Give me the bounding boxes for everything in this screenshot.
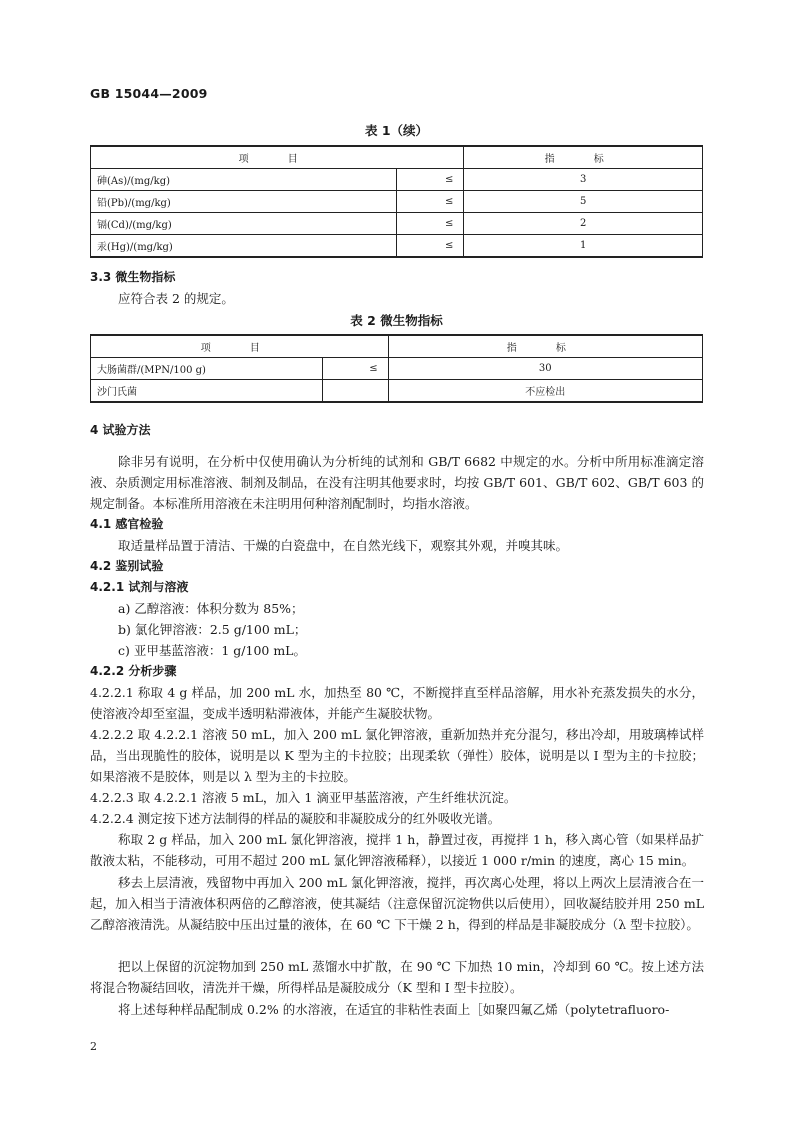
reagent-item: b) 氯化钾溶液：2.5 g/100 mL； xyxy=(118,622,307,637)
section-4-2-1-heading: 4.2.1 试剂与溶液 xyxy=(90,580,189,594)
row-item: 沙门氏菌 xyxy=(91,380,323,403)
section-4-1-heading: 4.1 感官检验 xyxy=(90,517,164,531)
section-3-3-heading: 3.3 微生物指标 xyxy=(90,270,176,284)
table-row xyxy=(91,213,703,235)
row-op: ≤ xyxy=(396,191,464,213)
row-item: 砷(As)/(mg/kg) xyxy=(91,169,397,191)
row-value: 3 xyxy=(464,169,703,191)
paragraph: 移去上层清液，残留物中再加入 200 mL 氯化钾溶液，搅拌，再次离心处理，将以上两次上层清液合在一起，加入相当于清液体积两倍的乙醇溶液，使其凝结（注意保留沉淀物供以后使用），回收凝结胶并用 250 mL 乙醇溶液清洗。从凝结胶中压出过量的液体，在 60 ℃ 下干燥 2 h，得到的样品是非凝胶成分（λ 型卡拉胶）。 xyxy=(90,875,704,932)
col-index-header: 指 标 xyxy=(388,335,702,358)
paragraph: 将上述每种样品配制成 0.2% 的水溶液，在适宜的非粘性表面上［如聚四氟乙烯（polytetrafluoro- xyxy=(118,1002,670,1017)
row-op: ≤ xyxy=(396,213,464,235)
clause-4-2-2-1: 4.2.2.1 称取 4 g 样品，加 200 mL 水，加热至 80 ℃，不断搅拌直至样品溶解，用水补充蒸发损失的水分，使溶液冷却至室温，变成半透明粘滞液体，并能产生凝胶状物。 xyxy=(90,685,704,721)
section-3-3-body: 应符合表 2 的规定。 xyxy=(118,291,234,306)
col-item-header: 项 目 xyxy=(91,146,464,169)
row-item: 镉(Cd)/(mg/kg) xyxy=(91,213,397,235)
clause-4-2-2-3: 4.2.2.3 取 4.2.2.1 溶液 5 mL，加入 1 滴亚甲基蓝溶液，产生纤维状沉淀。 xyxy=(90,790,517,805)
table2-caption: 表 2 微生物指标 xyxy=(350,313,443,328)
table2 xyxy=(90,334,703,403)
col-item-header: 项 目 xyxy=(91,335,389,358)
row-op: ≤ xyxy=(396,235,464,258)
row-value: 不应检出 xyxy=(388,380,702,403)
table-header-row xyxy=(91,146,703,169)
table-header-row xyxy=(91,335,703,358)
table-row xyxy=(91,358,703,380)
clause-4-2-2-4: 4.2.2.4 测定按下述方法制得的样品的凝胶和非凝胶成分的红外吸收光谱。 xyxy=(90,811,501,826)
row-item: 大肠菌群/(MPN/100 g) xyxy=(91,358,323,380)
row-op: ≤ xyxy=(396,169,464,191)
row-item: 铅(Pb)/(mg/kg) xyxy=(91,191,397,213)
row-value: 30 xyxy=(388,358,702,380)
row-value: 2 xyxy=(464,213,703,235)
paragraph: 称取 2 g 样品，加入 200 mL 氯化钾溶液，搅拌 1 h，静置过夜，再搅拌 1 h，移入离心管（如果样品扩散液太粘，不能移动，可用不超过 200 mL 氯化钾溶液稀释），以接近 1 000 r/min 的速度，离心 15 min。 xyxy=(90,832,704,868)
reagent-item: c) 亚甲基蓝溶液：1 g/100 mL。 xyxy=(118,643,306,658)
table1-caption: 表 1（续） xyxy=(364,123,429,138)
row-op: ≤ xyxy=(322,358,388,380)
page-number: 2 xyxy=(90,1040,97,1053)
standard-header: GB 15044—2009 xyxy=(90,86,208,101)
reagent-item: a) 乙醇溶液：体积分数为 85%； xyxy=(118,601,304,616)
section-4-1-body: 取适量样品置于清洁、干燥的白瓷盘中，在自然光线下，观察其外观，并嗅其味。 xyxy=(118,538,569,553)
section-4-heading: 4 试验方法 xyxy=(90,423,151,437)
clause-4-2-2-2: 4.2.2.2 取 4.2.2.1 溶液 50 mL，加入 200 mL 氯化钾溶液，重新加热并充分混匀，移出冷却，用玻璃棒试样品，当出现脆性的胶体，说明是以 K 型为主的卡拉胶；出现柔软（弹性）胶体，说明是以 I 型为主的卡拉胶；如果溶液不是胶体，则是以 λ 型为主的卡拉胶。 xyxy=(90,727,704,784)
section-4-2-heading: 4.2 鉴别试验 xyxy=(90,559,164,573)
table-row xyxy=(91,191,703,213)
section-4-2-2-heading: 4.2.2 分析步骤 xyxy=(90,664,177,678)
table-row xyxy=(91,169,703,191)
paragraph: 把以上保留的沉淀物加到 250 mL 蒸馏水中扩散，在 90 ℃ 下加热 10 min，冷却到 60 ℃。按上述方法将混合物凝结回收，清洗并干燥，所得样品是凝胶成分（K 型和 I 型卡拉胶）。 xyxy=(90,959,704,995)
row-op xyxy=(322,380,388,403)
table-row xyxy=(91,235,703,258)
row-item: 汞(Hg)/(mg/kg) xyxy=(91,235,397,258)
row-value: 1 xyxy=(464,235,703,258)
table1 xyxy=(90,145,703,258)
section-4-body: 除非另有说明，在分析中仅使用确认为分析纯的试剂和 GB/T 6682 中规定的水。分析中所用标准滴定溶液、杂质测定用标准溶液、制剂及制品，在没有注明其他要求时，均按 GB/T 601、GB/T 602、GB/T 603 的规定制备。本标准所用溶液在未注明用何种溶剂配制时，均指水溶液。 xyxy=(90,454,704,511)
col-index-header: 指 标 xyxy=(464,146,703,169)
row-value: 5 xyxy=(464,191,703,213)
table-row xyxy=(91,380,703,403)
